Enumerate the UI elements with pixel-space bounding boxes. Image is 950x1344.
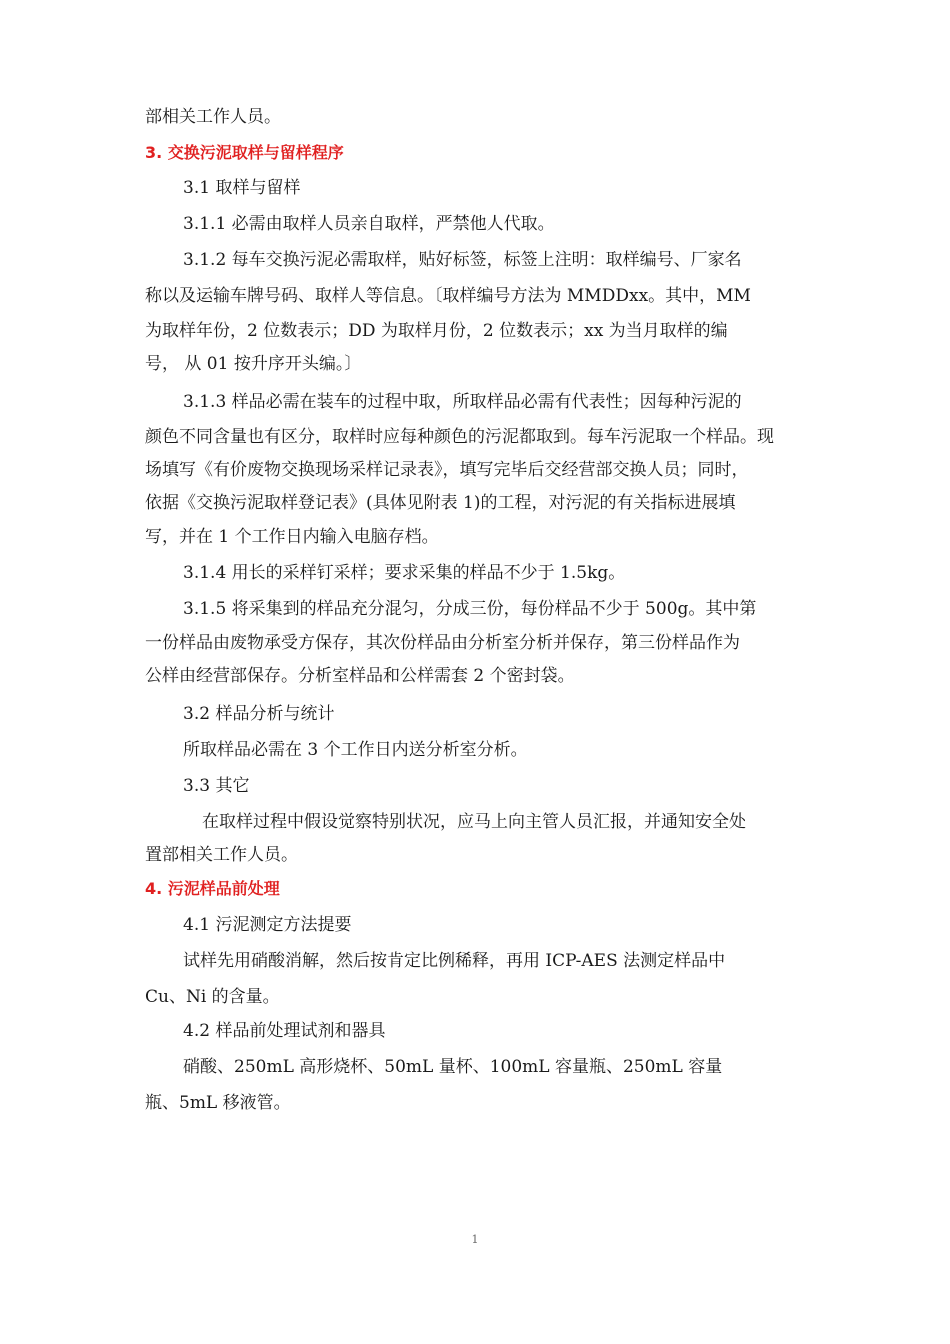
subsection-heading: 4.1 污泥测定方法提要 [183,915,352,935]
text-line: 依据《交换污泥取样登记表》(具体见附表 1)的工程，对污泥的有关指标进展填 [145,493,736,513]
text-line: 置部相关工作人员。 [145,845,298,865]
text-line: 一份样品由废物承受方保存，其次份样品由分析室分析并保存，第三份样品作为 [145,633,740,653]
page-number: 1 [471,1233,479,1246]
text-line: 瓶、5mL 移液管。 [145,1093,291,1113]
subsection-heading: 4.2 样品前处理试剂和器具 [183,1021,386,1041]
text-line: 试样先用硝酸消解，然后按肯定比例稀释，再用 ICP-AES 法测定样品中 [183,951,726,971]
text-line: 3.1.3 样品必需在装车的过程中取，所取样品必需有代表性；因每种污泥的 [183,392,742,412]
text-line: 所取样品必需在 3 个工作日内送分析室分析。 [183,740,528,760]
subsection-heading: 3.3 其它 [183,776,250,796]
text-line: 在取样过程中假设觉察特别状况，应马上向主管人员汇报，并通知安全处 [202,812,746,832]
subsection-heading: 3.2 样品分析与统计 [183,704,335,724]
text-line: 号， 从 01 按升序开头编。〕 [145,354,362,374]
text-line: 3.1.1 必需由取样人员亲自取样，严禁他人代取。 [183,214,555,234]
text-line: Cu、Ni 的含量。 [145,987,280,1007]
text-line: 写，并在 1 个工作日内输入电脑存档。 [145,527,439,547]
text-line: 称以及运输车牌号码、取样人等信息。〔取样编号方法为 MMDDxx。其中，MM [145,286,751,306]
text-line: 3.1.4 用长的采样钉采样；要求采集的样品不少于 1.5kg。 [183,563,626,583]
section-heading-3: 3. 交换污泥取样与留样程序 [145,143,344,162]
text-line: 部相关工作人员。 [145,107,281,127]
text-line: 硝酸、250mL 高形烧杯、50mL 量杯、100mL 容量瓶、250mL 容量 [183,1057,723,1077]
text-line: 场填写《有价废物交换现场采样记录表》，填写完毕后交经营部交换人员；同时， [145,460,749,480]
text-line: 3.1.5 将采集到的样品充分混匀，分成三份，每份样品不少于 500g。其中第 [183,599,757,619]
text-line: 为取样年份，2 位数表示；DD 为取样月份，2 位数表示；xx 为当月取样的编 [145,321,728,341]
subsection-heading: 3.1 取样与留样 [183,178,301,198]
text-line: 颜色不同含量也有区分，取样时应每种颜色的污泥都取到。每车污泥取一个样品。现 [145,427,774,447]
text-line: 3.1.2 每车交换污泥必需取样，贴好标签，标签上注明：取样编号、厂家名 [183,250,742,270]
text-line: 公样由经营部保存。分析室样品和公样需套 2 个密封袋。 [145,666,575,686]
section-heading-4: 4. 污泥样品前处理 [145,879,280,898]
